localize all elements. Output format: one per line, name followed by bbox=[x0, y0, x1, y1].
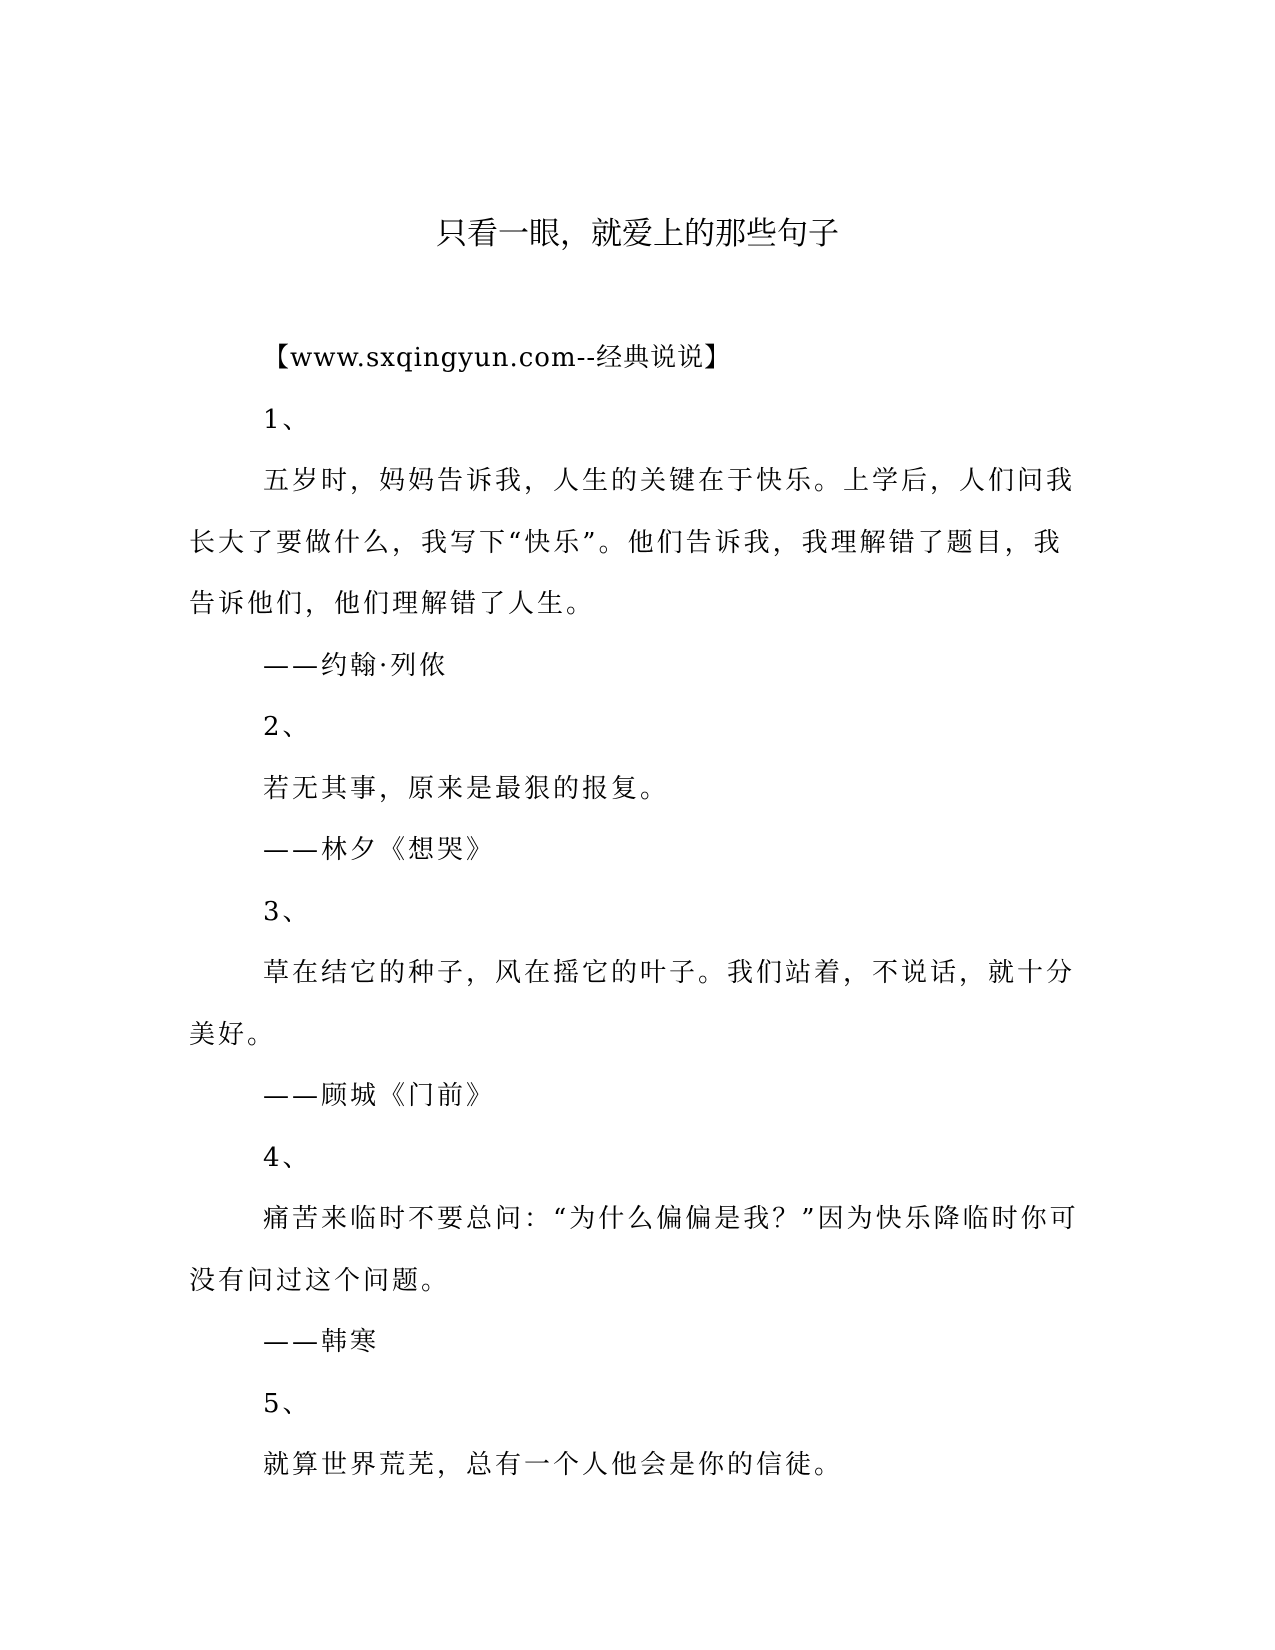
entry-1-number: 1、 bbox=[263, 404, 312, 435]
entry-3-line-2: 美好。 bbox=[189, 1019, 277, 1050]
source-line: 【www.sxqingyun.com--经典说说】 bbox=[263, 343, 732, 373]
entry-2-line-1: 若无其事，原来是最狠的报复。 bbox=[263, 773, 670, 804]
entry-5-number: 5、 bbox=[263, 1388, 312, 1419]
entry-3-line-1: 草在结它的种子，风在摇它的叶子。我们站着，不说话，就十分 bbox=[263, 958, 1076, 988]
entry-1-line-1: 五岁时，妈妈告诉我，人生的关键在于快乐。上学后，人们问我 bbox=[263, 466, 1076, 496]
entry-4-number: 4、 bbox=[263, 1142, 312, 1173]
document-body bbox=[189, 328, 1089, 1497]
entry-5-line-1: 就算世界荒芜，总有一个人他会是你的信徒。 bbox=[263, 1450, 844, 1480]
entry-1-line-3: 告诉他们，他们理解错了人生。 bbox=[189, 589, 596, 619]
entry-1-author: ——约翰·列侬 bbox=[263, 650, 449, 681]
entry-2-number: 2、 bbox=[263, 712, 312, 742]
entry-2-author: ——林夕《想哭》 bbox=[263, 835, 496, 865]
entry-3-author: ——顾城《门前》 bbox=[263, 1081, 496, 1111]
entry-4-line-1: 痛苦来临时不要总问：“为什么偏偏是我？”因为快乐降临时你可 bbox=[263, 1204, 1079, 1234]
entry-3-number: 3、 bbox=[263, 896, 312, 927]
document-title: 只看一眼，就爱上的那些句子 bbox=[436, 216, 839, 252]
entry-4-author: ——韩寒 bbox=[263, 1327, 380, 1357]
entry-1-line-2: 长大了要做什么，我写下“快乐”。他们告诉我，我理解错了题目，我 bbox=[189, 527, 1063, 558]
entry-4-line-2: 没有问过这个问题。 bbox=[189, 1265, 451, 1296]
